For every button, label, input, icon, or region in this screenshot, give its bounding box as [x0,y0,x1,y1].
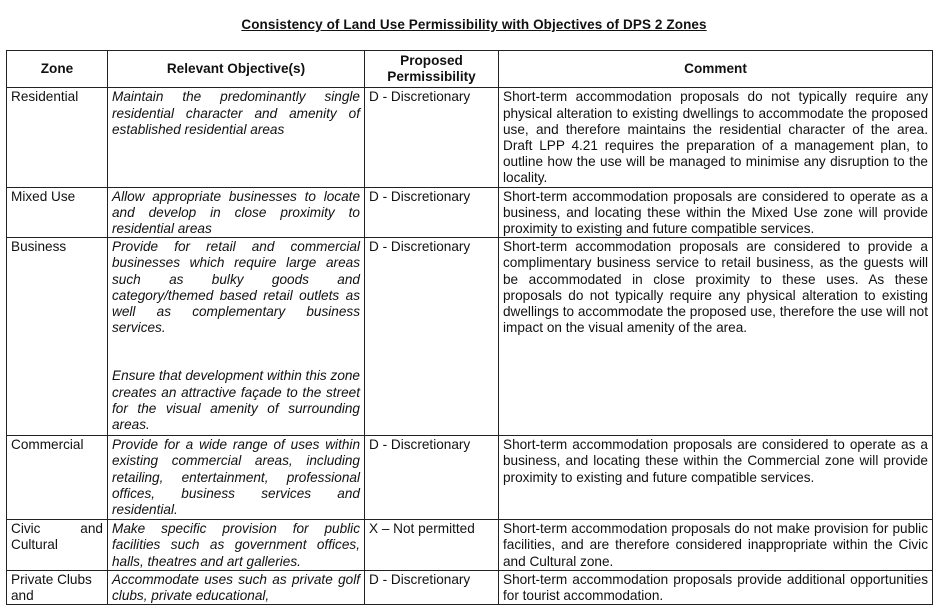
permissibility-table [6,50,933,605]
objective-cell [108,436,365,520]
comment-cell: Short-term accommodation proposals do not make provision for public facilities, and are therefore considered inappropriate within the Civic and Cultural zone. [499,520,933,571]
permissibility-cell: D - Discretionary [365,436,499,520]
objective-text: Make specific provision for public facilities such as government offices, halls, theatres and art galleries. [112,521,360,569]
objective-text: Ensure that development within this zone creates an attractive façade to the street for the visual amenity of surrounding areas. [112,368,360,433]
zone-cell: Mixed Use [7,187,108,238]
objective-cell [108,570,365,604]
comment-cell: Short-term accommodation proposals provide additional opportunities for tourist accommodation. [499,570,933,604]
table-row-residential [7,88,933,187]
table-row-private-clubs [7,570,933,604]
zone-cell: Private Clubs and [7,570,108,604]
objective-cell [108,187,365,238]
table-header-row [7,51,933,88]
zone-cell: Civic and Cultural [7,520,108,571]
table-row-business [7,238,933,436]
objective-text: Accommodate uses such as private golf clubs, private educational, [112,571,360,604]
objective-text: Provide for a wide range of uses within existing commercial areas, including retailing, entertainment, professional offices, business services and residential. [112,437,360,518]
table-row-civic-cultural [7,520,933,571]
permissibility-cell: D - Discretionary [365,187,499,238]
permissibility-cell: D - Discretionary [365,570,499,604]
header-objectives: Relevant Objective(s) [108,51,365,88]
comment-cell: Short-term accommodation proposals are considered to operate as a business, and locating these within the Mixed Use zone will provide proximity to existing and future compatible services. [499,187,933,238]
objective-text: Maintain the predominantly single residential character and amenity of established residential areas [112,89,360,137]
objective-cell [108,88,365,187]
permissibility-cell: D - Discretionary [365,238,499,436]
header-zone: Zone [7,51,108,88]
header-comment: Comment [499,51,933,88]
objective-text: Provide for retail and commercial businesses which require large areas such as bulky goods and category/themed based retail outlets as well as complementary business services. [112,239,360,336]
comment-cell: Short-term accommodation proposals are considered to operate as a business, and locating these within the Commercial zone will provide proximity to existing and future compatible services. [499,436,933,520]
zone-cell: Business [7,238,108,436]
zone-cell: Commercial [7,436,108,520]
objective-text: Allow appropriate businesses to locate and develop in close proximity to residential areas [112,188,360,237]
permissibility-cell: X – Not permitted [365,520,499,571]
table-row-mixed-use [7,187,933,238]
document-title: Consistency of Land Use Permissibility with Objectives of DPS 2 Zones [241,17,707,32]
comment-cell: Short-term accommodation proposals do not typically require any physical alteration to existing dwellings to accommodate the proposed use, and therefore maintains the residential character of the area. Draft LPP 4.21 requires the preparation of a management plan, to outline how the use will be managed to minimise any disruption to the locality. [499,88,933,187]
header-permissibility: Proposed Permissibility [365,51,499,88]
objective-cell [108,238,365,436]
table-row-commercial [7,436,933,520]
permissibility-cell: D - Discretionary [365,88,499,187]
zone-cell: Residential [7,88,108,187]
objective-cell [108,520,365,571]
comment-cell: Short-term accommodation proposals are considered to provide a complimentary business service to retail business, as the guests will be accommodated in close proximity to these uses. As these proposals do not typically require any physical alteration to existing dwellings to accommodate the proposed use, therefore the use will not impact on the visual amenity of the area. [499,238,933,436]
